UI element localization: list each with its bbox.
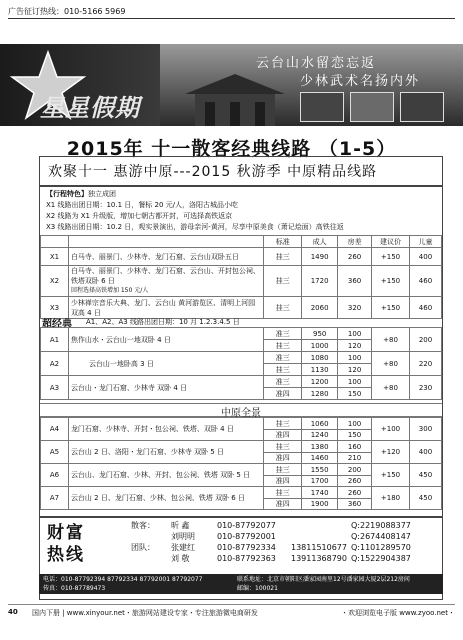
- route-adult-price: 1900: [302, 499, 338, 510]
- route-note: 回程选择高铁增加 150 元/人: [70, 287, 149, 294]
- route-desc: 云台山 2 日、龙门石窟、少林、包公祠、铁塔 双卧 6 日: [68, 487, 263, 510]
- route-adult-price: 1240: [302, 430, 338, 441]
- route-room-diff: 210: [338, 453, 372, 464]
- route-standard: 准三: [264, 328, 302, 340]
- route-adult-price: 1000: [302, 340, 338, 352]
- route-desc: 云台山、龙门石窟、少林、开封、包公祠、铁塔 双卧 5 日: [68, 464, 263, 487]
- banner: [0, 44, 463, 126]
- route-room-diff: 100: [338, 376, 372, 388]
- header-cell: [41, 236, 69, 248]
- route-suggested-price: +150: [372, 297, 410, 319]
- route-desc: 云台山 2 日、洛阳・龙门石窟、少林寺 双卧 5 日: [68, 441, 263, 464]
- a-routes-panorama-table: [40, 417, 442, 510]
- hotline-box: [39, 516, 443, 572]
- header-standard: 标准: [264, 236, 302, 248]
- subtitle-divider: [40, 185, 442, 187]
- contact-row: [131, 542, 439, 553]
- route-child-price: 450: [409, 464, 441, 487]
- header-suggested-price: 建议价: [372, 236, 410, 248]
- agency-address: [237, 575, 410, 593]
- route-room-diff: 260: [338, 248, 372, 266]
- contact-qq: Q:1101289570: [351, 543, 411, 552]
- route-adult-price: 1720: [302, 266, 338, 297]
- route-standard: 准三: [264, 376, 302, 388]
- route-suggested-price: +80: [372, 376, 410, 400]
- hotline-heading-line1: 财富: [47, 523, 85, 543]
- feature-line: X3 线路出团日期：10.2 日，观实景演出，游母亲河-黄河，尽享中原美食（萧记烩面）高铁往返: [46, 223, 344, 231]
- hotline-heading: [47, 522, 85, 566]
- route-code: A4: [41, 418, 69, 441]
- route-child-price: 230: [410, 376, 442, 400]
- route-room-diff: 260: [338, 476, 372, 487]
- contact-name: 刘明明: [171, 532, 195, 541]
- agency-phones: [43, 575, 203, 593]
- route-room-diff: 260: [338, 487, 372, 499]
- feature-line: X2 线路为 X1 升级版，增加七朝古都开封，可选择高铁返京: [46, 212, 233, 220]
- route-code: A1: [41, 328, 69, 352]
- route-standard: 挂三: [264, 248, 302, 266]
- route-suggested-price: +150: [372, 248, 410, 266]
- route-adult-price: 1380: [302, 441, 338, 453]
- route-adult-price: 1060: [302, 418, 338, 430]
- route-room-diff: 150: [338, 430, 372, 441]
- page-footer: [8, 604, 455, 618]
- scenery-photo: [350, 92, 394, 122]
- route-code: X2: [41, 266, 69, 297]
- route-code: A2: [41, 352, 69, 376]
- header-cell: [68, 236, 263, 248]
- route-suggested-price: +80: [372, 328, 410, 352]
- route-adult-price: 1130: [302, 364, 338, 376]
- route-code: A7: [41, 487, 69, 510]
- route-adult-price: 1280: [302, 388, 338, 400]
- agency-phone-line: 电话：010-87792394 87792334 87792001 87792077: [43, 576, 203, 583]
- route-standard: 挂三: [264, 340, 302, 352]
- table-row: [41, 297, 442, 319]
- header-adult: 成人: [302, 236, 338, 248]
- route-standard: 挂三: [264, 487, 302, 499]
- contact-qq: Q:1522904387: [351, 554, 411, 563]
- route-adult-price: 1490: [302, 248, 338, 266]
- route-room-diff: 150: [338, 388, 372, 400]
- contact-mobile: 13811510677: [291, 543, 347, 552]
- route-desc: 龙门石窟、少林寺、开封・包公祠、铁塔、双卧 4 日: [68, 418, 263, 441]
- table-row: [41, 464, 442, 476]
- banner-slogan-1: 云台山水留恋忘返: [256, 56, 377, 71]
- route-adult-price: 1550: [302, 464, 338, 476]
- route-standard: 挂三: [264, 418, 302, 430]
- scenery-photo: [400, 92, 444, 122]
- route-standard: 挂三: [264, 364, 302, 376]
- route-desc: 白马寺、丽景门、少林寺、龙门石窟、云台山双卧五日: [68, 248, 263, 266]
- route-suggested-price: +80: [372, 352, 410, 376]
- route-standard: 准三: [264, 352, 302, 364]
- route-adult-price: 950: [302, 328, 338, 340]
- route-child-price: 300: [409, 418, 441, 441]
- route-room-diff: 100: [338, 352, 372, 364]
- scenery-photo: [300, 92, 344, 122]
- route-child-price: 460: [409, 266, 441, 297]
- table-row: [41, 487, 442, 499]
- super-classic-dates: A1、A2、A3 线路出团日期：10 月 1.2.3.4.5 日: [86, 318, 240, 326]
- route-desc: 白马寺、丽景门、少林寺、龙门石窟、云台山、开封包公祠、铁塔双卧 6 日: [70, 267, 260, 285]
- contact-name: 刘 敬: [171, 554, 190, 563]
- route-room-diff: 360: [338, 499, 372, 510]
- route-standard: 准四: [264, 476, 302, 487]
- route-child-price: 460: [409, 297, 441, 319]
- route-adult-price: 1460: [302, 453, 338, 464]
- a-routes-table: [40, 327, 442, 400]
- route-adult-price: 2060: [302, 297, 338, 319]
- route-room-diff: 360: [338, 266, 372, 297]
- route-suggested-price: +180: [372, 487, 410, 510]
- route-adult-price: 1740: [302, 487, 338, 499]
- table-header-row: [41, 236, 442, 248]
- route-code: A5: [41, 441, 69, 464]
- banner-slogan-2: 少林武术名扬内外: [300, 74, 421, 89]
- route-child-price: 200: [410, 328, 442, 352]
- itinerary-features: [40, 189, 442, 233]
- route-child-price: 400: [409, 248, 441, 266]
- route-standard: 挂三: [264, 441, 302, 453]
- route-room-diff: 100: [338, 328, 372, 340]
- route-child-price: 220: [410, 352, 442, 376]
- route-suggested-price: +150: [372, 266, 410, 297]
- route-desc: 云台山・龙门石窟、少林寺 双卧 4 日: [68, 376, 263, 400]
- contact-qq: Q:2674408147: [351, 532, 411, 541]
- route-room-diff: 320: [338, 297, 372, 319]
- contact-phone: 010-87792077: [217, 521, 276, 530]
- route-room-diff: 120: [338, 340, 372, 352]
- contact-role: 团队：: [131, 543, 155, 552]
- header-child: 儿童: [409, 236, 441, 248]
- temple-icon: [175, 66, 295, 126]
- route-suggested-price: +100: [372, 418, 410, 441]
- route-adult-price: 1080: [302, 352, 338, 364]
- route-desc-cell: [68, 266, 263, 297]
- contact-phone: 010-87792334: [217, 543, 276, 552]
- route-standard: 准四: [264, 499, 302, 510]
- contact-role: 散客：: [131, 521, 155, 530]
- route-standard: 准四: [264, 388, 302, 400]
- agency-logo-text: 星星假期: [40, 94, 140, 122]
- agency-address-line: 联系地址：北京市朝阳区潘家园南里12号潘家园大厦2层212房间: [237, 576, 410, 583]
- features-label: 【行程特色】: [46, 190, 88, 198]
- ad-hotline-label: 广告征订热线：: [8, 7, 64, 16]
- agency-info-bar: [39, 574, 443, 594]
- route-code: A3: [41, 376, 69, 400]
- route-room-diff: 160: [338, 441, 372, 453]
- contact-qq: Q:2219088377: [351, 521, 411, 530]
- header-room-diff: 房差: [338, 236, 372, 248]
- route-code: X3: [41, 297, 69, 319]
- route-desc: 云台山一地卧高 3 日: [68, 352, 263, 376]
- features-heading: [46, 189, 442, 200]
- contact-list: [131, 520, 439, 564]
- table-row: [41, 248, 442, 266]
- contact-phone: 010-87792001: [217, 532, 276, 541]
- contact-row: [131, 553, 439, 564]
- route-desc: 焦作山水・云台山一地双卧 4 日: [68, 328, 263, 352]
- route-child-price: 450: [409, 487, 441, 510]
- x-routes-table: [40, 235, 442, 319]
- table-row: [41, 376, 442, 388]
- route-standard: 挂三: [264, 266, 302, 297]
- features-intro: 独立成团: [88, 190, 116, 198]
- table-row: [41, 266, 442, 297]
- contact-name: 昕 鑫: [171, 521, 190, 530]
- table-row: [41, 328, 442, 340]
- feature-line: X1 线路出团日期：10.1 日，餐标 20 元/人，洛阳古城品小吃: [46, 201, 239, 209]
- contact-mobile: 13911368790: [291, 554, 347, 563]
- route-adult-price: 1200: [302, 376, 338, 388]
- listing-subtitle: 欢聚十一 惠游中原---2015 秋游季 中原精品线路: [48, 164, 378, 180]
- contact-name: 张建红: [171, 543, 195, 552]
- hotline-heading-line2: 热线: [47, 545, 85, 565]
- ad-hotline: [8, 6, 455, 18]
- contact-phone: 010-87792363: [217, 554, 276, 563]
- footer-ebook-text: ・欢迎浏览电子版 www.zyoo.net・: [341, 609, 455, 617]
- section-heading: 中原全景: [40, 403, 442, 417]
- route-room-diff: 200: [338, 464, 372, 476]
- route-suggested-price: +120: [372, 441, 410, 464]
- route-code: A6: [41, 464, 69, 487]
- route-standard: 挂三: [264, 464, 302, 476]
- route-child-price: 400: [409, 441, 441, 464]
- route-standard: 准四: [264, 430, 302, 441]
- page-number: 40: [8, 608, 18, 616]
- route-room-diff: 120: [338, 364, 372, 376]
- route-standard: 准四: [264, 453, 302, 464]
- agency-postcode: 邮编：100021: [237, 585, 278, 592]
- table-row: [41, 441, 442, 453]
- route-desc: 少林禅宗音乐大典、龙门、云台山 黄河游览区、清明上河园 双高 4 日: [68, 297, 263, 319]
- header-divider: [8, 18, 455, 19]
- route-standard: 挂三: [264, 297, 302, 319]
- route-adult-price: 1700: [302, 476, 338, 487]
- ad-hotline-number: 010-5166 5969: [64, 7, 126, 16]
- contact-row: [131, 520, 439, 531]
- contact-row: [131, 531, 439, 542]
- table-row: [41, 352, 442, 364]
- route-code: X1: [41, 248, 69, 266]
- table-row: [41, 418, 442, 430]
- route-room-diff: 100: [338, 418, 372, 430]
- route-suggested-price: +150: [372, 464, 410, 487]
- footer-website-text: 国内下册 | www.xinyour.net・旅游网站建设专家・专注旅游微电商研发: [32, 609, 258, 617]
- agency-fax-line: 传真：010-87789473: [43, 585, 106, 592]
- super-classic-heading: 超经典: [42, 319, 72, 330]
- page-title: 2015年 十一散客经典线路 （1-5）: [66, 138, 397, 160]
